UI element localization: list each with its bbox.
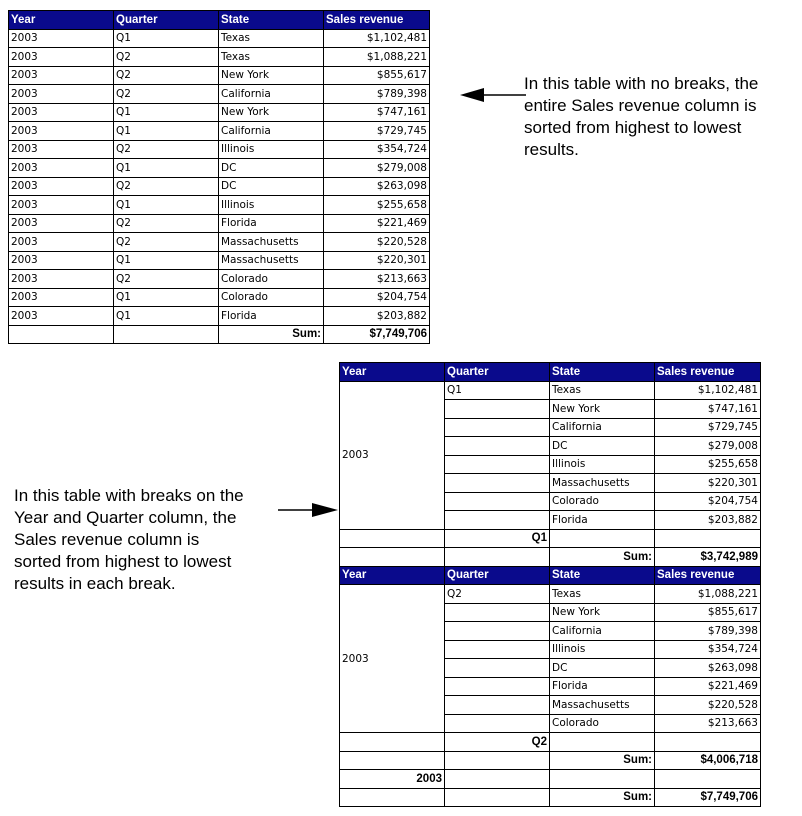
state-cell: California <box>219 85 324 104</box>
quarter-cell: Q1 <box>114 288 219 307</box>
state-cell: Florida <box>219 307 324 326</box>
sum-label: Sum: <box>550 788 655 807</box>
quarter-cell: Q1 <box>114 251 219 270</box>
table-row <box>9 140 430 159</box>
sum-value: $4,006,718 <box>655 751 761 770</box>
note-line: sorted from highest to lowest <box>524 118 742 137</box>
empty-cell <box>340 529 445 548</box>
quarter-cell: Q1 <box>114 103 219 122</box>
sum-row <box>340 548 761 567</box>
empty-cell <box>550 529 655 548</box>
empty-cell <box>445 696 550 715</box>
empty-cell <box>445 622 550 641</box>
state-cell: California <box>550 418 655 437</box>
empty-cell <box>340 548 445 567</box>
empty-cell <box>445 437 550 456</box>
state-cell: Colorado <box>219 270 324 289</box>
header-sales-revenue: Sales revenue <box>324 11 430 30</box>
quarter-cell: Q1 <box>445 381 550 400</box>
state-cell: Illinois <box>219 140 324 159</box>
empty-cell <box>550 733 655 752</box>
state-cell: New York <box>219 66 324 85</box>
header-sales-revenue: Sales revenue <box>655 363 761 382</box>
empty-cell <box>445 659 550 678</box>
sales-revenue-cell: $279,008 <box>655 437 761 456</box>
year-cell: 2003 <box>9 196 114 215</box>
sales-revenue-cell: $747,161 <box>324 103 430 122</box>
empty-cell <box>655 770 761 789</box>
table-row <box>9 122 430 141</box>
year-cell: 2003 <box>9 29 114 48</box>
year-cell: 2003 <box>9 140 114 159</box>
state-cell: New York <box>550 400 655 419</box>
sales-revenue-cell: $204,754 <box>655 492 761 511</box>
empty-cell <box>445 677 550 696</box>
year-cell: 2003 <box>9 66 114 85</box>
table-row <box>9 177 430 196</box>
state-cell: DC <box>219 159 324 178</box>
note-line: In this table with no breaks, the <box>524 74 759 93</box>
quarter-cell: Q1 <box>114 196 219 215</box>
header-sales-revenue: Sales revenue <box>655 566 761 585</box>
sales-revenue-cell: $789,398 <box>324 85 430 104</box>
empty-cell <box>9 325 114 344</box>
year-cell: 2003 <box>9 307 114 326</box>
empty-cell <box>340 733 445 752</box>
header-year: Year <box>340 363 445 382</box>
state-cell: New York <box>550 603 655 622</box>
table-row <box>9 85 430 104</box>
quarter-cell: Q2 <box>445 585 550 604</box>
empty-cell <box>445 455 550 474</box>
quarter-cell: Q2 <box>114 66 219 85</box>
sales-revenue-cell: $1,102,481 <box>324 29 430 48</box>
sales-revenue-cell: $203,882 <box>324 307 430 326</box>
arrow-left-icon <box>460 86 530 104</box>
quarter-footer-row <box>340 733 761 752</box>
empty-cell <box>445 474 550 493</box>
empty-cell <box>445 548 550 567</box>
year-cell: 2003 <box>9 251 114 270</box>
state-cell: DC <box>219 177 324 196</box>
sales-revenue-cell: $263,098 <box>324 177 430 196</box>
sales-revenue-cell: $213,663 <box>324 270 430 289</box>
sales-revenue-cell: $220,301 <box>655 474 761 493</box>
sales-revenue-cell: $279,008 <box>324 159 430 178</box>
state-cell: Colorado <box>550 714 655 733</box>
state-cell: Illinois <box>550 455 655 474</box>
year-cell: 2003 <box>9 85 114 104</box>
sales-revenue-cell: $354,724 <box>655 640 761 659</box>
header-year: Year <box>340 566 445 585</box>
state-cell: Massachusetts <box>219 251 324 270</box>
grand-sum-row <box>340 788 761 807</box>
quarter-cell: Q2 <box>114 85 219 104</box>
sales-revenue-cell: $220,528 <box>324 233 430 252</box>
note-line: In this table with breaks on the <box>14 486 244 505</box>
quarter-cell: Q1 <box>114 307 219 326</box>
state-cell: California <box>550 622 655 641</box>
year-cell: 2003 <box>340 381 445 529</box>
header-state: State <box>550 566 655 585</box>
state-cell: DC <box>550 437 655 456</box>
table-header-row <box>9 11 430 30</box>
sales-revenue-cell: $203,882 <box>655 511 761 530</box>
state-cell: Texas <box>550 381 655 400</box>
year-cell: 2003 <box>9 48 114 67</box>
header-year: Year <box>9 11 114 30</box>
sales-revenue-cell: $855,617 <box>655 603 761 622</box>
quarter-footer-row <box>340 529 761 548</box>
note-line: sorted from highest to lowest <box>14 552 232 571</box>
empty-cell <box>445 492 550 511</box>
year-cell: 2003 <box>9 177 114 196</box>
sales-revenue-cell: $1,088,221 <box>324 48 430 67</box>
empty-cell <box>655 733 761 752</box>
empty-cell <box>445 788 550 807</box>
sales-revenue-cell: $855,617 <box>324 66 430 85</box>
empty-cell <box>550 770 655 789</box>
empty-cell <box>445 751 550 770</box>
note-with-breaks <box>14 485 244 595</box>
state-cell: Texas <box>219 29 324 48</box>
quarter-cell: Q2 <box>114 233 219 252</box>
state-cell: Florida <box>550 511 655 530</box>
sales-revenue-cell: $1,088,221 <box>655 585 761 604</box>
sales-revenue-cell: $221,469 <box>324 214 430 233</box>
header-state: State <box>550 363 655 382</box>
sum-row <box>9 325 430 344</box>
empty-cell <box>445 640 550 659</box>
note-line: Sales revenue column is <box>14 530 200 549</box>
note-line: results in each break. <box>14 574 176 593</box>
header-state: State <box>219 11 324 30</box>
state-cell: Texas <box>219 48 324 67</box>
empty-cell <box>445 770 550 789</box>
note-line: results. <box>524 140 579 159</box>
grand-sum-value: $7,749,706 <box>655 788 761 807</box>
table-row <box>9 66 430 85</box>
empty-cell <box>445 400 550 419</box>
quarter-footer-label: Q2 <box>445 733 550 752</box>
header-quarter: Quarter <box>114 11 219 30</box>
header-quarter: Quarter <box>445 566 550 585</box>
sales-revenue-cell: $204,754 <box>324 288 430 307</box>
quarter-cell: Q2 <box>114 270 219 289</box>
state-cell: Florida <box>550 677 655 696</box>
table-row <box>340 381 761 400</box>
year-footer-row <box>340 770 761 789</box>
quarter-cell: Q1 <box>114 29 219 48</box>
sum-label: Sum: <box>550 548 655 567</box>
sales-revenue-cell: $789,398 <box>655 622 761 641</box>
sales-revenue-cell: $220,301 <box>324 251 430 270</box>
table-row <box>9 288 430 307</box>
state-cell: New York <box>219 103 324 122</box>
quarter-cell: Q2 <box>114 48 219 67</box>
table-header-row <box>340 566 761 585</box>
quarter-cell: Q1 <box>114 122 219 141</box>
state-cell: California <box>219 122 324 141</box>
sales-revenue-cell: $729,745 <box>655 418 761 437</box>
table-row <box>340 585 761 604</box>
sales-revenue-cell: $255,658 <box>324 196 430 215</box>
empty-cell <box>340 788 445 807</box>
sum-label: Sum: <box>219 325 324 344</box>
table-row <box>9 270 430 289</box>
unbroken-sales-table <box>8 10 430 344</box>
quarter-cell: Q2 <box>114 177 219 196</box>
state-cell: Illinois <box>219 196 324 215</box>
empty-cell <box>655 529 761 548</box>
year-cell: 2003 <box>9 270 114 289</box>
sum-value: $3,742,989 <box>655 548 761 567</box>
year-cell: 2003 <box>9 233 114 252</box>
state-cell: DC <box>550 659 655 678</box>
header-quarter: Quarter <box>445 363 550 382</box>
empty-cell <box>445 511 550 530</box>
sales-revenue-cell: $1,102,481 <box>655 381 761 400</box>
broken-sales-table <box>339 362 761 807</box>
state-cell: Illinois <box>550 640 655 659</box>
note-no-breaks <box>524 73 758 161</box>
quarter-cell: Q2 <box>114 140 219 159</box>
quarter-footer-label: Q1 <box>445 529 550 548</box>
sum-label: Sum: <box>550 751 655 770</box>
table-row <box>9 214 430 233</box>
year-cell: 2003 <box>9 122 114 141</box>
state-cell: Colorado <box>219 288 324 307</box>
sum-row <box>340 751 761 770</box>
table-header-row <box>340 363 761 382</box>
note-line: entire Sales revenue column is <box>524 96 757 115</box>
state-cell: Massachusetts <box>550 696 655 715</box>
sales-revenue-cell: $255,658 <box>655 455 761 474</box>
empty-cell <box>445 603 550 622</box>
table-row <box>9 159 430 178</box>
quarter-cell: Q2 <box>114 214 219 233</box>
year-cell: 2003 <box>9 103 114 122</box>
year-cell: 2003 <box>340 585 445 733</box>
year-footer-label: 2003 <box>340 770 445 789</box>
state-cell: Massachusetts <box>550 474 655 493</box>
year-cell: 2003 <box>9 214 114 233</box>
state-cell: Massachusetts <box>219 233 324 252</box>
year-cell: 2003 <box>9 159 114 178</box>
sales-revenue-cell: $220,528 <box>655 696 761 715</box>
sales-revenue-cell: $213,663 <box>655 714 761 733</box>
table-row <box>9 48 430 67</box>
table-row <box>9 251 430 270</box>
arrow-right-icon <box>276 501 340 519</box>
state-cell: Texas <box>550 585 655 604</box>
table-row <box>9 103 430 122</box>
sales-revenue-cell: $354,724 <box>324 140 430 159</box>
table-row <box>9 233 430 252</box>
sales-revenue-cell: $729,745 <box>324 122 430 141</box>
sum-value: $7,749,706 <box>324 325 430 344</box>
empty-cell <box>340 751 445 770</box>
sales-revenue-cell: $221,469 <box>655 677 761 696</box>
table-row <box>9 29 430 48</box>
note-line: Year and Quarter column, the <box>14 508 237 527</box>
empty-cell <box>445 714 550 733</box>
state-cell: Colorado <box>550 492 655 511</box>
empty-cell <box>114 325 219 344</box>
empty-cell <box>445 418 550 437</box>
table-row <box>9 307 430 326</box>
sales-revenue-cell: $747,161 <box>655 400 761 419</box>
quarter-cell: Q1 <box>114 159 219 178</box>
year-cell: 2003 <box>9 288 114 307</box>
state-cell: Florida <box>219 214 324 233</box>
table-row <box>9 196 430 215</box>
sales-revenue-cell: $263,098 <box>655 659 761 678</box>
